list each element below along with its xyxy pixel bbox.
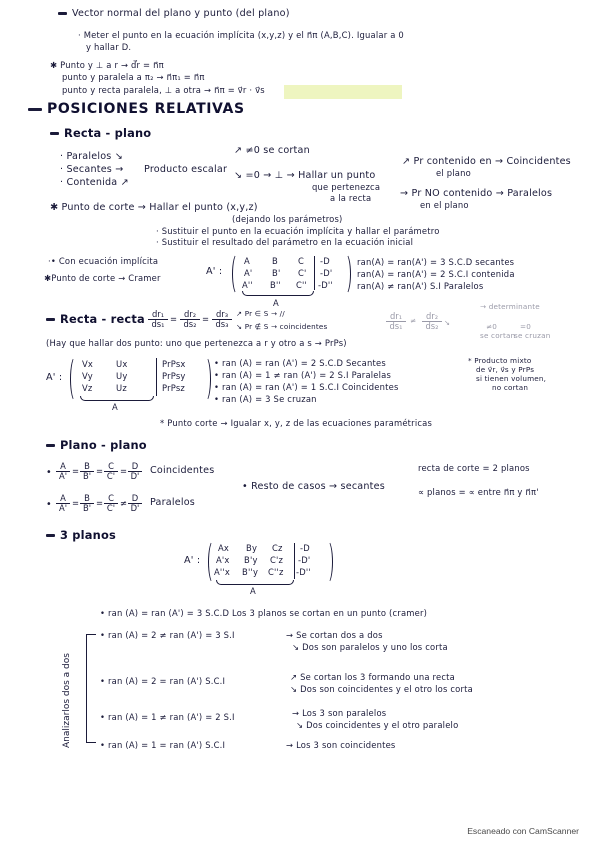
rr-matrix-brace	[80, 396, 154, 401]
rr-m23: PrPsy	[162, 371, 186, 381]
rr-rank-3: • ran (A) = ran (A') = 1 S.C.I Coincidentes	[214, 382, 399, 392]
rp-matrix-a: A	[273, 298, 279, 308]
rr-m31: Vz	[82, 383, 93, 393]
neq-sign: ≠	[410, 316, 417, 325]
branch-recta: a la recta	[330, 193, 372, 203]
rp-m23: C'	[298, 268, 307, 278]
rr-punto-corte: * Punto corte → Igualar x, y, z de las ecuaciones paramétricas	[160, 418, 433, 428]
scanner-watermark: Escaneado con CamScanner	[467, 826, 579, 836]
pp-recta-corte: recta de corte = 2 planos	[418, 463, 530, 473]
eq-sign: =	[96, 466, 104, 476]
rp-matrix-brace	[242, 291, 314, 296]
pp-frac-B-den: B'	[82, 471, 92, 481]
item-contenida: · Contenida ↗	[60, 177, 129, 188]
tp-m31: A''x	[214, 567, 231, 577]
tp-matrix-a: A	[250, 586, 256, 596]
rp-m11: A	[244, 256, 250, 266]
rp-m14: -D	[320, 256, 330, 266]
rr-rank-4: • ran (A) = 3 Se cruzan	[214, 394, 317, 404]
tp-m33: C''z	[268, 567, 284, 577]
pp-frac2-A-den: A'	[58, 503, 68, 513]
tp-case-2-c: ↘ Dos son paralelos y uno los corta	[292, 642, 448, 652]
rp-m21: A'	[244, 268, 253, 278]
eq-sign: =	[72, 466, 80, 476]
rp-matrix-right-paren	[340, 253, 351, 295]
grey-se-cortan: se cortan	[480, 331, 516, 340]
eq-sign: =	[170, 314, 178, 324]
bullet-dash	[50, 132, 59, 135]
tp-m24: -D'	[298, 555, 311, 565]
eq-sign: =	[96, 498, 104, 508]
subsection-recta-plano: Recta - plano	[50, 128, 151, 139]
rr-frac-4-den: ds₁	[389, 321, 403, 331]
tp-case-1: • ran (A) = ran (A') = 3 S.C.D Los 3 planos se cortan en un punto (cramer)	[100, 608, 428, 618]
rr-frac-5	[422, 312, 442, 331]
producto-mixto-4: no cortan	[492, 383, 529, 392]
pr-contenido: ↗ Pr contenido en → Coincidentes	[402, 156, 571, 167]
rr-frac-4	[386, 312, 406, 331]
rr-frac-4-num: dr₁	[386, 312, 406, 322]
rr-rank-1: • ran (A) = ran (A') = 2 S.C.D Secantes	[214, 358, 386, 368]
bracket-bottom	[86, 742, 96, 743]
rp-m32: B''	[270, 280, 281, 290]
rr-frac-5-den: ds₂	[425, 321, 439, 331]
highlight-mark	[284, 85, 402, 99]
rr-m33: PrPsz	[162, 383, 186, 393]
rr-m11: Vx	[82, 359, 94, 369]
rp-m22: B'	[272, 268, 281, 278]
tp-case-5-b: → Los 3 son coincidentes	[286, 740, 396, 750]
tp-matrix-right-paren	[322, 540, 333, 584]
pp-frac2-C-den: C'	[106, 503, 116, 513]
corte-cramer: ✱Punto de corte → Cramer	[44, 273, 161, 283]
bullet: •	[46, 499, 52, 510]
tp-m21: A'x	[216, 555, 230, 565]
tp-m22: B'y	[244, 555, 258, 565]
subsection-recta-recta: Recta - recta	[46, 314, 145, 325]
punto-corte-line: ✱ Punto de corte → Hallar el punto (x,y,z)	[50, 202, 258, 213]
tp-matrix-brace	[216, 580, 294, 585]
con-ecuacion-implicita: ·• Con ecuación implícita	[48, 256, 159, 266]
rr-frac-1-num: dr₁	[148, 310, 168, 320]
sustituir-2: · Sustituir el resultado del parámetro en la ecuación inicial	[156, 237, 414, 247]
tp-m14: -D	[300, 543, 310, 553]
tp-m13: Cz	[272, 543, 283, 553]
tp-case-4-c: ↘ Dos coincidentes y el otro paralelo	[296, 720, 459, 730]
rp-matrix-label: A' :	[206, 266, 223, 277]
rr-frac-2-num: dr₂	[180, 310, 200, 320]
tp-case-2: • ran (A) = 2 ≠ ran (A') = 3 S.I	[100, 630, 235, 640]
grey-se-cruzan: se cruzan	[514, 331, 551, 340]
rr-note-2: ↘ Pr ∉ S → coincidentes	[236, 322, 328, 331]
branch-neq0: ↗ ≠0 se cortan	[234, 145, 310, 156]
rr-frac-3-num: dr₃	[212, 310, 232, 320]
rr-matrix-label: A' :	[46, 372, 63, 383]
pp-frac2-B-den: B'	[82, 503, 92, 513]
vector-normal-line2: y hallar D.	[86, 42, 132, 52]
pp-frac2-A-num: A	[56, 494, 70, 504]
rp-rank-3: ran(A) ≠ ran(A') S.I Paralelos	[357, 281, 484, 291]
bracket-line	[86, 634, 87, 742]
punto-line3: punto y recta paralela, ⊥ a otra → n⃗π = v⃗r · v⃗s	[62, 85, 265, 95]
bracket-top	[86, 634, 96, 635]
pp-frac-B	[80, 462, 94, 481]
rr-m21: Vy	[82, 371, 93, 381]
rr-hay-que: (Hay que hallar dos punto: uno que pertenezca a r y otro a s → PrPs)	[46, 338, 347, 348]
rr-frac-1	[148, 310, 168, 329]
punto-line1: ✱ Punto y ⊥ a r → d⃗r = n⃗π	[50, 60, 164, 70]
tp-m11: Ax	[218, 543, 230, 553]
tp-case-4-b: → Los 3 son paralelos	[292, 708, 387, 718]
neq-sign: ≠	[120, 498, 128, 508]
branch-eq0: ↘ =0 → ⊥ → Hallar un punto	[234, 170, 376, 181]
rp-m31: A''	[242, 280, 253, 290]
tp-m12: By	[246, 543, 258, 553]
tp-m23: C'z	[270, 555, 284, 565]
pp-frac2-D-den: D'	[130, 503, 140, 513]
rp-m33: C''	[296, 280, 308, 290]
rr-frac-3	[212, 310, 232, 329]
grey-determinante: → determinante	[480, 302, 540, 311]
section-title-posiciones: POSICIONES RELATIVAS	[28, 104, 245, 115]
pp-frac2-D	[128, 494, 142, 513]
tp-case-3: • ran (A) = 2 = ran (A') S.C.I	[100, 676, 226, 686]
subsection-plano-plano: Plano - plano	[46, 440, 147, 451]
eq-sign: =	[120, 466, 128, 476]
grey-neq0: ≠0	[486, 322, 497, 331]
dejando-parametros: (dejando los parámetros)	[232, 214, 343, 224]
pr-contenido-plano: el plano	[436, 168, 471, 178]
bullet-dash	[28, 108, 42, 111]
tp-m34: -D''	[296, 567, 311, 577]
rr-frac-1-den: ds₁	[151, 319, 165, 329]
pp-coincidentes: Coincidentes	[150, 465, 215, 476]
pp-frac2-B-num: B	[80, 494, 94, 504]
pp-frac-D-den: D'	[130, 471, 140, 481]
pp-frac-B-num: B	[80, 462, 94, 472]
pp-frac2-D-num: D	[128, 494, 142, 504]
eq-sign: =	[72, 498, 80, 508]
rr-rank-2: • ran (A) = 1 ≠ ran (A') = 2 S.I Paralelas	[214, 370, 392, 380]
rr-frac-2	[180, 310, 200, 329]
analizarlos-label: Analizarlos dos a dos	[62, 653, 72, 748]
producto-escalar: Producto escalar	[144, 164, 228, 175]
grey-eq0: =0	[520, 322, 531, 331]
rp-matrix-divider	[314, 256, 315, 290]
tp-case-3-c: ↘ Dos son coincidentes y el otro los corta	[290, 684, 473, 694]
rr-frac-2-den: ds₂	[183, 319, 197, 329]
rp-m24: -D'	[320, 268, 333, 278]
pp-frac2-A	[56, 494, 70, 513]
bullet-dash	[46, 534, 55, 537]
pr-no-contenido: → Pr NO contenido → Paralelos	[400, 188, 553, 199]
pp-frac2-C-num: C	[104, 494, 118, 504]
pp-paralelos: Paralelos	[150, 497, 195, 508]
pp-frac-A-num: A	[56, 462, 70, 472]
producto-mixto-2: de v⃗r, v⃗s y PrPs	[476, 365, 535, 374]
pp-angulo: ∝ planos = ∝ entre n⃗π y n⃗π'	[418, 487, 539, 497]
pp-frac-C-num: C	[104, 462, 118, 472]
pp-resto: • Resto de casos → secantes	[242, 481, 385, 492]
sustituir-1: · Sustituir el punto en la ecuación implícita y hallar el parámetro	[156, 226, 440, 236]
bullet-dash	[46, 318, 55, 321]
rr-frac-5-num: dr₂	[422, 312, 442, 322]
rp-m13: C	[298, 256, 305, 266]
rp-m12: B	[272, 256, 278, 266]
rr-m13: PrPsx	[162, 359, 186, 369]
tp-case-2-b: → Se cortan dos a dos	[286, 630, 383, 640]
rr-frac-3-den: ds₃	[215, 319, 229, 329]
punto-line2: punto y paralela a π₂ → n⃗π₁ = n⃗π	[62, 72, 205, 82]
pp-frac-A-den: A'	[58, 471, 68, 481]
rr-matrix-divider	[156, 358, 157, 396]
rr-note-1: ↗ Pr ∈ S → //	[236, 309, 285, 318]
tp-m32: B''y	[242, 567, 259, 577]
rr-m22: Uy	[116, 371, 128, 381]
item-secantes: · Secantes →	[60, 164, 124, 175]
pr-no-plano: en el plano	[420, 200, 469, 210]
pp-frac2-C	[104, 494, 118, 513]
pp-frac-D	[128, 462, 142, 481]
rr-matrix-right-paren	[200, 356, 211, 402]
pp-frac-D-num: D	[128, 462, 142, 472]
producto-mixto-1: * Producto mixto	[468, 356, 532, 365]
rp-rank-2: ran(A) = ran(A') = 2 S.C.I contenida	[357, 269, 515, 279]
pp-frac-C	[104, 462, 118, 481]
tp-case-5: • ran (A) = 1 = ran (A') S.C.I	[100, 740, 226, 750]
rp-m34: -D''	[318, 280, 333, 290]
rr-m32: Uz	[116, 383, 127, 393]
item-paralelos: · Paralelos ↘	[60, 151, 123, 162]
tp-case-3-b: ↗ Se cortan los 3 formando una recta	[290, 672, 455, 682]
subsection-3-planos: 3 planos	[46, 530, 116, 541]
bullet-dash	[46, 444, 55, 447]
pp-frac-A	[56, 462, 70, 481]
vector-normal-heading: Vector normal del plano y punto (del plano)	[58, 8, 290, 19]
branch-pert: que pertenezca	[312, 182, 381, 192]
tp-case-4: • ran (A) = 1 ≠ ran (A') = 2 S.I	[100, 712, 235, 722]
rr-m12: Ux	[116, 359, 128, 369]
eq-sign: =	[202, 314, 210, 324]
bullet-dash	[58, 12, 67, 15]
pp-frac-C-den: C'	[106, 471, 116, 481]
vector-normal-line1: · Meter el punto en la ecuación implícita (x,y,z) y el n⃗π (A,B,C). Igualar a 0	[78, 30, 404, 40]
arrow: ↘	[444, 318, 451, 327]
pp-frac2-B	[80, 494, 94, 513]
producto-mixto-3: si tienen volumen,	[476, 374, 547, 383]
bullet: •	[46, 467, 52, 478]
rr-matrix-a: A	[112, 402, 118, 412]
tp-matrix-label: A' :	[184, 555, 201, 566]
rp-rank-1: ran(A) = ran(A') = 3 S.C.D secantes	[357, 257, 515, 267]
